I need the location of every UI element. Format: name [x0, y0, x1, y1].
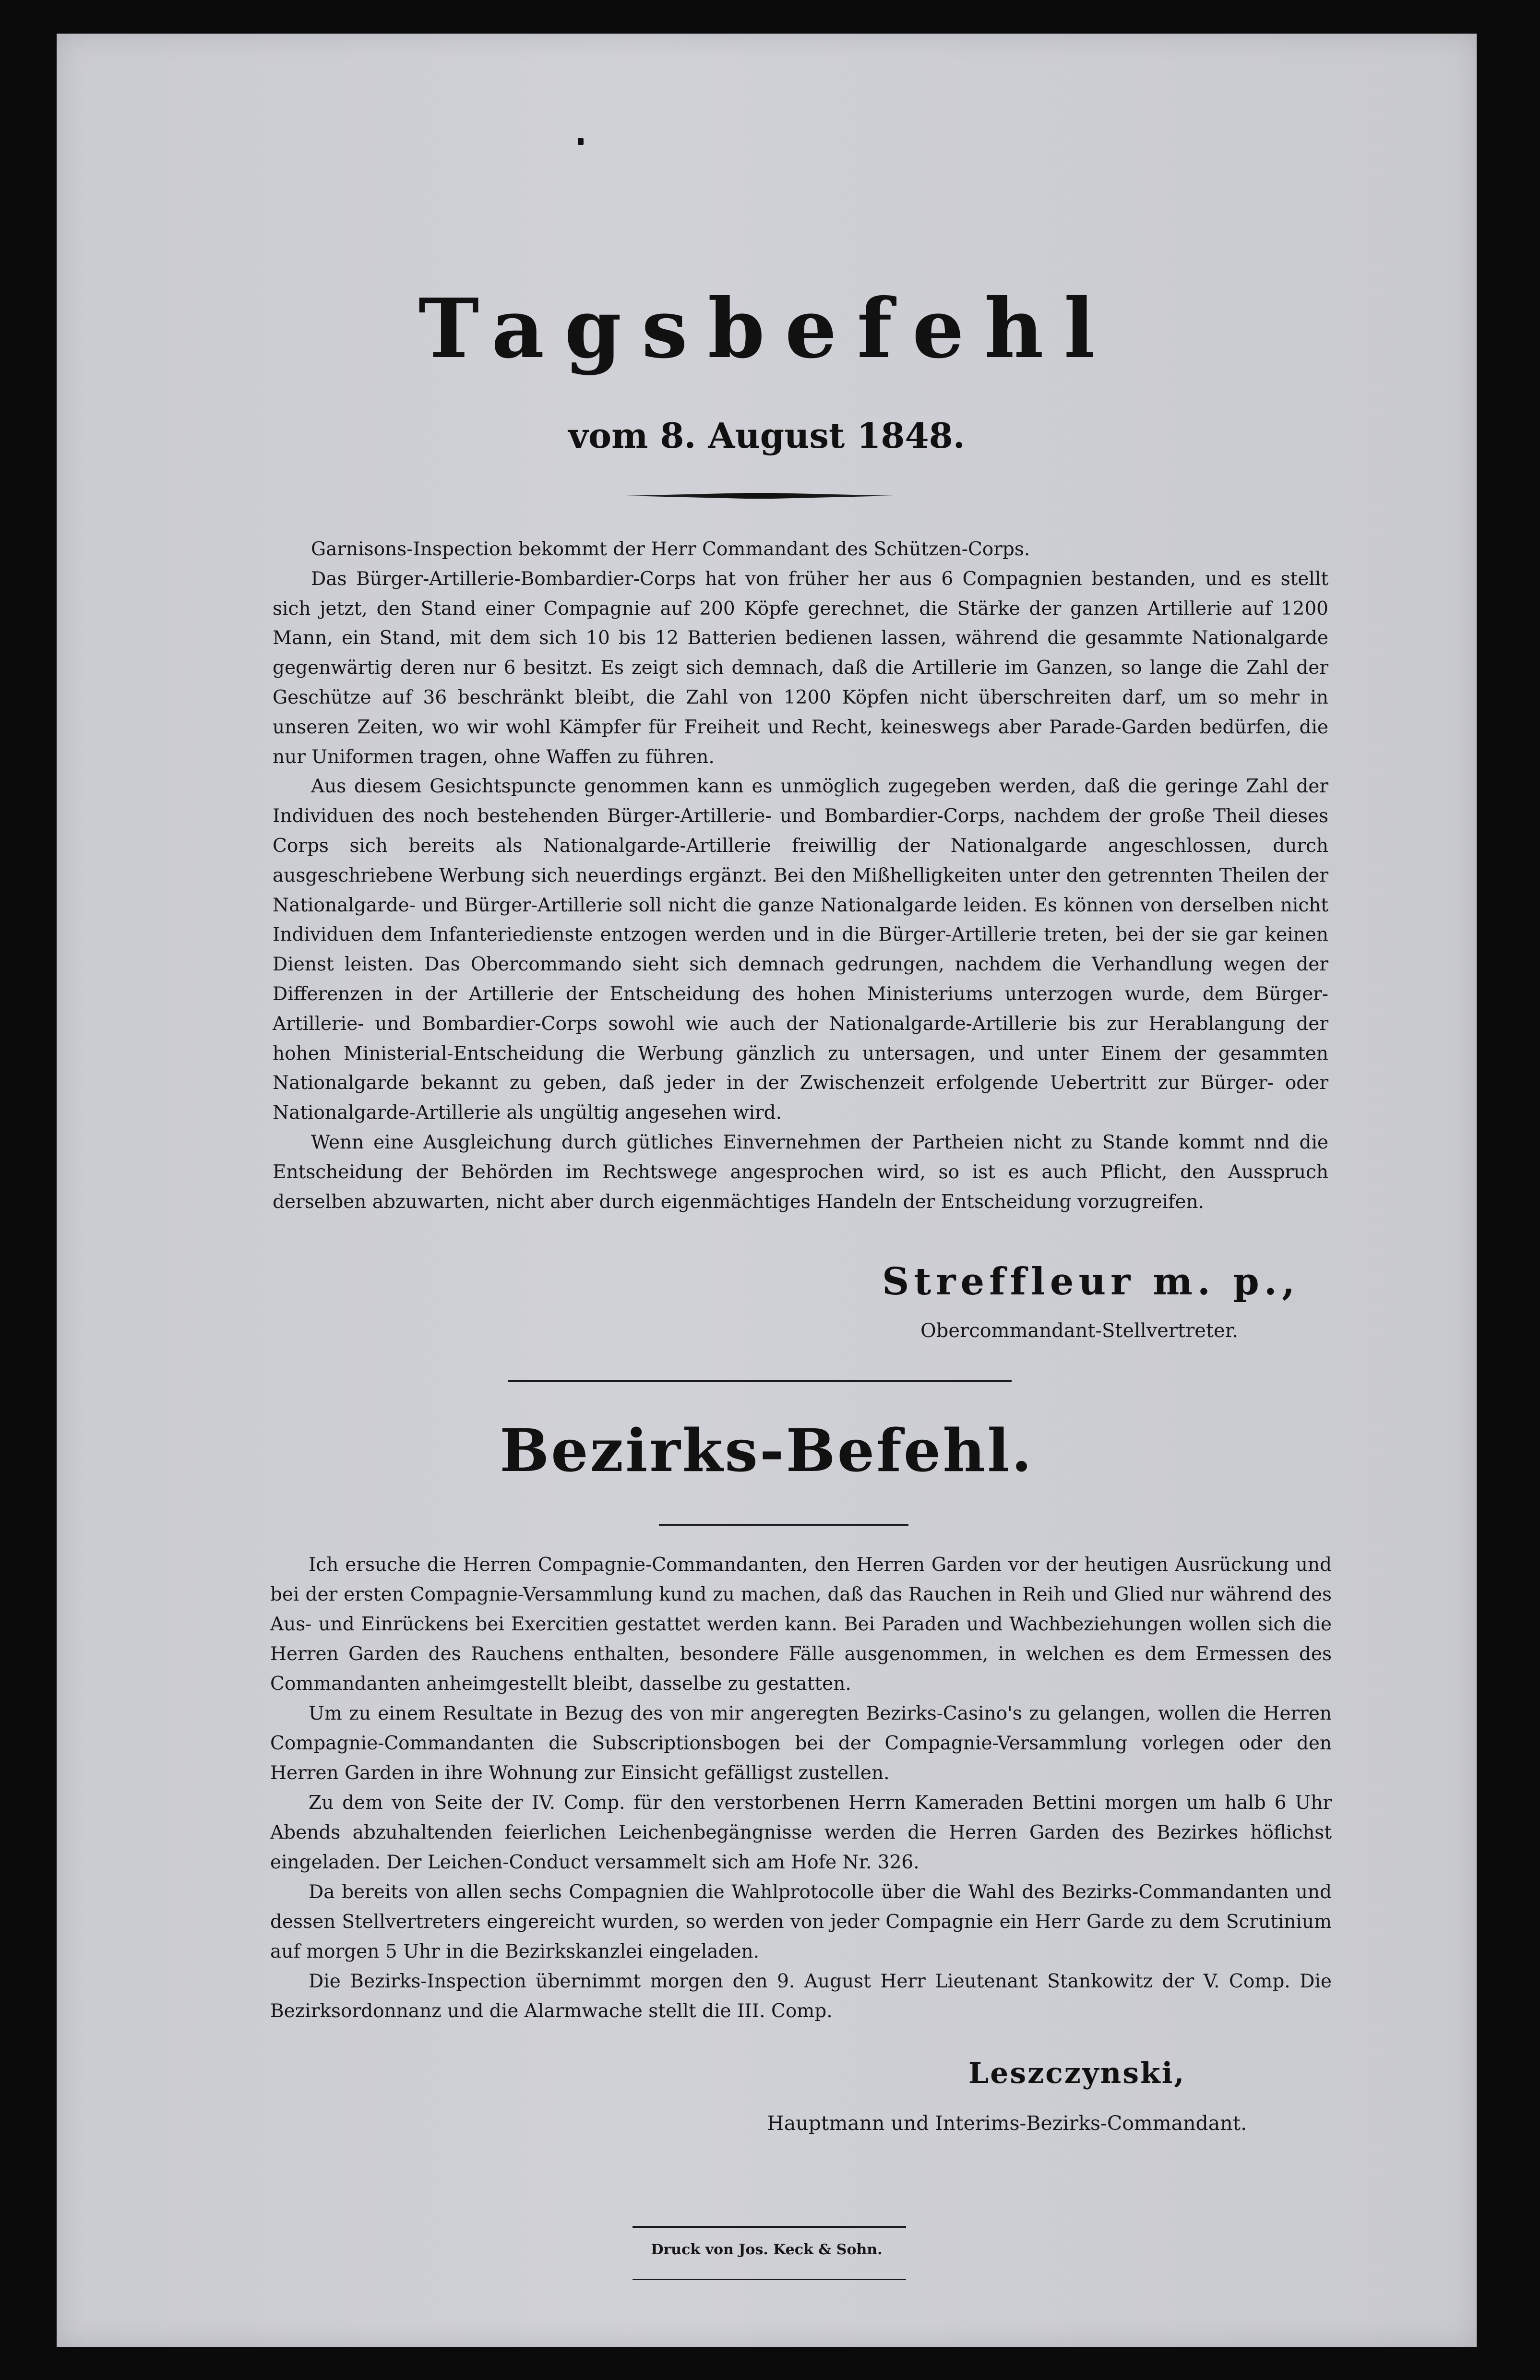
- district-paragraph: Die Bezirks-Inspection übernimmt morgen den 9. August Herr Lieutenant Stankowitz der V. Comp. Die Bezirksordonnanz und die Alarmwache stellt die III. Comp.: [270, 1971, 1332, 2022]
- order-date: vom 8. August 1848.: [568, 415, 965, 456]
- order-signature-title: Obercommandant-Stellvertreter.: [920, 1320, 1239, 1342]
- district-signature: Leszczynski,: [968, 2057, 1186, 2090]
- order-paragraph: Wenn eine Ausgleichung durch gütliches Einvernehmen der Partheien nicht zu Stande kommt nnd die Entscheidung der Behörden im Rechtswege angesprochen wird, so ist es auch Pflicht, den Ausspruch derselben abzuwarten, nicht aber durch eigenmächtiges Handeln der Entscheidung vorzugreifen.: [273, 1131, 1328, 1213]
- printer-imprint: Druck von Jos. Keck & Sohn.: [651, 2241, 883, 2258]
- footer-rule-bottom: [633, 2279, 906, 2280]
- section-divider: [508, 1380, 1012, 1382]
- district-paragraph: Zu dem von Seite der IV. Comp. für den verstorbenen Herrn Kameraden Bettini morgen um halb 6 Uhr Abends abzuhaltenden feierlichen Leichenbegängnisse werden die Herren Garden des Bezirkes höflichst eingeladen. Der Leichen-Conduct versammelt sich am Hofe Nr. 326.: [270, 1792, 1332, 1873]
- order-title: Tagsbefehl: [418, 281, 1115, 377]
- poster-sheet: [57, 34, 1477, 2347]
- order-paragraph: Das Bürger-Artillerie-Bombardier-Corps hat von früher her aus 6 Compagnien bestanden, und es stellt sich jetzt, den Stand einer Compagnie auf 200 Köpfe gerechnet, die Stärke der ganzen Artillerie auf 1200 Mann, ein Stand, mit dem sich 10 bis 12 Batterien bedienen lassen, während die gesammte Nationalgarde gegenwärtig deren nur 6 besitzt. Es zeigt sich demnach, daß die Artillerie im Ganzen, so lange die Zahl der Geschütze auf 36 beschränkt bleibt, die Zahl von 1200 Köpfen nicht überschreiten darf, um so mehr in unseren Zeiten, wo wir wohl Kämpfer für Freiheit und Recht, keineswegs aber Parade-Garden bedürfen, die nur Uniformen tragen, ohne Waffen zu führen.: [273, 568, 1328, 768]
- footer-rule-top: [633, 2226, 906, 2228]
- district-paragraph: Da bereits von allen sechs Compagnien die Wahlprotocolle über die Wahl des Bezirks-Commandanten und dessen Stellvertreters eingereicht wurden, so werden von jeder Compagnie ein Herr Garde zu dem Scrutinium auf morgen 5 Uhr in die Bezirkskanzlei eingeladen.: [270, 1881, 1332, 1962]
- order-body: [273, 535, 1328, 1217]
- district-paragraph: Um zu einem Resultate in Bezug des von mir angeregten Bezirks-Casino's zu gelangen, wollen die Herren Compagnie-Commandanten die Subscriptionsbogen bei der Compagnie-Versammlung vorlegen oder den Herren Garden in ihre Wohnung zur Einsicht gefälligst zustellen.: [270, 1703, 1332, 1784]
- order-signature: Streffleur m. p.,: [882, 1260, 1300, 1304]
- title-underline: [659, 1524, 908, 1526]
- district-signature-title: Hauptmann und Interims-Bezirks-Commandant.: [767, 2112, 1247, 2135]
- order-paragraph: Aus diesem Gesichtspuncte genommen kann es unmöglich zugegeben werden, daß die geringe Zahl der Individuen des noch bestehenden Bürger-Artillerie- und Bombardier-Corps, nachdem der große Theil dieses Corps sich bereits als Nationalgarde-Artillerie freiwillig der Nationalgarde angeschlossen, durch ausgeschriebene Werbung sich neuerdings ergänzt. Bei den Mißhelligkeiten unter den getrennten Theilen der Nationalgarde- und Bürger-Artillerie soll nicht die ganze Nationalgarde leiden. Es können von derselben nicht Individuen dem Infanteriedienste entzogen werden und in die Bürger-Artillerie treten, bei der sie gar keinen Dienst leisten. Das Obercommando sieht sich demnach gedrungen, nachdem die Verhandlung wegen der Differenzen in der Artillerie der Entscheidung des hohen Ministeriums unterzogen wurde, dem Bürger-Artillerie- und Bombardier-Corps sowohl wie auch der Nationalgarde-Artillerie bis zur Herablangung der hohen Ministerial-Entscheidung die Werbung gänzlich zu untersagen, und unter Einem der gesammten Nationalgarde bekannt zu geben, daß jeder in der Zwischenzeit erfolgende Uebertritt zur Bürger- oder Nationalgarde-Artillerie als ungültig angesehen wird.: [273, 776, 1328, 1124]
- district-order-title: Bezirks-Befehl.: [500, 1416, 1034, 1485]
- ornamental-divider: [625, 493, 894, 499]
- district-paragraph: Ich ersuche die Herren Compagnie-Commandanten, den Herren Garden vor der heutigen Ausrückung und bei der ersten Compagnie-Versammlung kund zu machen, daß das Rauchen in Reih und Glied nur während des Aus- und Einrückens bei Exercitien gestattet werden kann. Bei Paraden und Wachbeziehungen wollen sich die Herren Garden des Rauchens enthalten, besondere Fälle ausgenommen, in welchen es dem Ermessen des Commandanten anheimgestellt bleibt, dasselbe zu gestatten.: [270, 1554, 1332, 1695]
- order-paragraph: Garnisons-Inspection bekommt der Herr Commandant des Schützen-Corps.: [311, 538, 1030, 560]
- ink-speck: [578, 138, 584, 145]
- district-order-body: [270, 1550, 1332, 2026]
